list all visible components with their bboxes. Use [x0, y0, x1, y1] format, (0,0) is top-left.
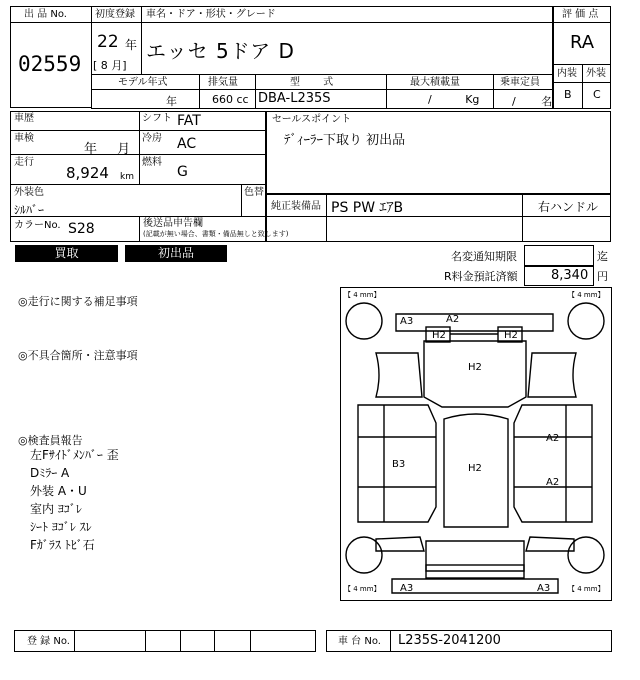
recycle-value: 8,340	[551, 268, 589, 283]
inspector-line: 外装 A・U	[30, 484, 87, 498]
lot-number: 02559	[18, 52, 82, 76]
exterior-color-label: 外装色	[14, 187, 44, 198]
type-label: 型 式	[290, 77, 344, 88]
rating-value: RA	[570, 32, 595, 53]
docs-label: 後送品申告欄	[143, 218, 203, 229]
capacity-value: / 名	[512, 95, 553, 108]
chassis-value: L235S-2041200	[398, 633, 501, 648]
model-year-label: モデル年式	[118, 77, 168, 88]
exterior-grade: C	[593, 88, 601, 101]
equipment-label: 純正装備品	[271, 201, 321, 212]
tire-depth-bl: 【 4 mm】	[344, 585, 381, 593]
sales-point-value: ﾃﾞｨｰﾗｰ下取り 初出品	[284, 133, 406, 148]
car-name: エッセ 5ドア D	[146, 39, 295, 63]
docs-note: (記載が無い場合、書類・備品無しと致します)	[143, 230, 289, 238]
first-reg-label: 初度登録	[95, 9, 135, 20]
ac-value: AC	[177, 136, 197, 152]
displacement-value: 660 cc	[212, 93, 249, 106]
mileage-label: 走行	[14, 157, 34, 168]
handle-value: 右ハンドル	[538, 200, 599, 214]
sales-point-label: セールスポイント	[272, 114, 352, 125]
chassis-label: 車 台 No.	[338, 636, 381, 647]
buy-tag: 買取	[15, 245, 118, 262]
inspector-line: 左Fｻｲﾄﾞﾒﾝﾊﾞｰ 歪	[30, 448, 119, 462]
max-load-value: / Kg	[428, 93, 480, 106]
rating-label: 評 価 点	[562, 9, 599, 20]
mark-lamp-left: H2	[432, 330, 446, 341]
recycle-suffix: 円	[597, 270, 608, 283]
fuel-value: G	[177, 164, 188, 180]
first-reg-year: 22	[97, 32, 119, 52]
max-load-label: 最大積載量	[410, 77, 460, 88]
inspector-line: 室内 ﾖｺﾞﾚ	[30, 502, 82, 516]
first-reg-month: [ 8 月]	[93, 59, 127, 72]
mark-right-front-door: A2	[546, 433, 560, 444]
name-change-suffix: 迄	[597, 250, 608, 263]
car-damage-diagram	[340, 287, 612, 601]
capacity-label: 乗車定員	[500, 77, 540, 88]
mark-left-side: B3	[392, 459, 406, 470]
fuel-label: 燃料	[142, 157, 162, 168]
mark-lamp-right: H2	[504, 330, 518, 341]
shift-label: シフト	[142, 113, 172, 124]
tire-depth-br: 【 4 mm】	[568, 585, 605, 593]
first-listing-tag: 初出品	[125, 245, 227, 262]
recycle-label: R料金預託済額	[444, 270, 518, 283]
tire-depth-tl: 【 4 mm】	[344, 291, 381, 299]
history-label: 車歴	[14, 113, 34, 124]
shift-value: FAT	[177, 113, 201, 129]
lot-label: 出 品 No.	[24, 9, 67, 20]
exterior-grade-label: 外装	[586, 68, 606, 79]
ac-label: 冷房	[142, 133, 162, 144]
interior-grade: B	[564, 88, 572, 101]
mark-rear-bumper-right: A3	[537, 583, 551, 594]
name-change-label: 名変通知期限	[451, 250, 517, 263]
exterior-color-value: ｼﾙﾊﾞｰ	[14, 203, 45, 217]
mark-bonnet: H2	[468, 362, 482, 373]
mark-front-bumper-left: A3	[400, 316, 414, 327]
inspector-line: Dﾐﾗｰ A	[30, 466, 70, 480]
tire-depth-tr: 【 4 mm】	[568, 291, 605, 299]
inspector-title: ◎検査員報告	[18, 434, 83, 447]
type-value: DBA-L235S	[258, 91, 331, 106]
name-change-box	[524, 245, 594, 266]
equipment-value: PS PW ｴｱB	[331, 200, 404, 216]
defect-notes-title: ◎不具合箇所・注意事項	[18, 349, 138, 362]
displacement-label: 排気量	[208, 77, 238, 88]
mark-roof: H2	[468, 463, 482, 474]
car-name-label: 車名・ドア・形状・グレード	[146, 9, 276, 20]
first-reg-year-unit: 年	[125, 38, 138, 52]
mark-rear-bumper-left: A3	[400, 583, 414, 594]
inspection-value: 年 月	[84, 142, 131, 157]
model-year-unit: 年	[166, 95, 177, 108]
interior-grade-label: 内装	[557, 68, 577, 79]
color-no-label: カラーNo.	[14, 220, 61, 231]
color-no-value: S28	[68, 221, 95, 237]
inspector-line: ｼｰﾄ ﾖｺﾞﾚ ｽﾚ	[30, 520, 92, 534]
inspector-line: Fｶﾞﾗｽ ﾄﾋﾞ石	[30, 538, 95, 552]
mark-front-bumper-mid: A2	[446, 314, 460, 325]
reg-no-label: 登 録 No.	[27, 636, 70, 647]
mileage-unit: km	[120, 172, 134, 182]
mark-right-rear-door: A2	[546, 477, 560, 488]
inspection-label: 車検	[14, 133, 34, 144]
recolor-label: 色替	[244, 187, 264, 198]
driving-notes-title: ◎走行に関する補足事項	[18, 295, 138, 308]
mileage-value: 8,924	[66, 164, 109, 182]
